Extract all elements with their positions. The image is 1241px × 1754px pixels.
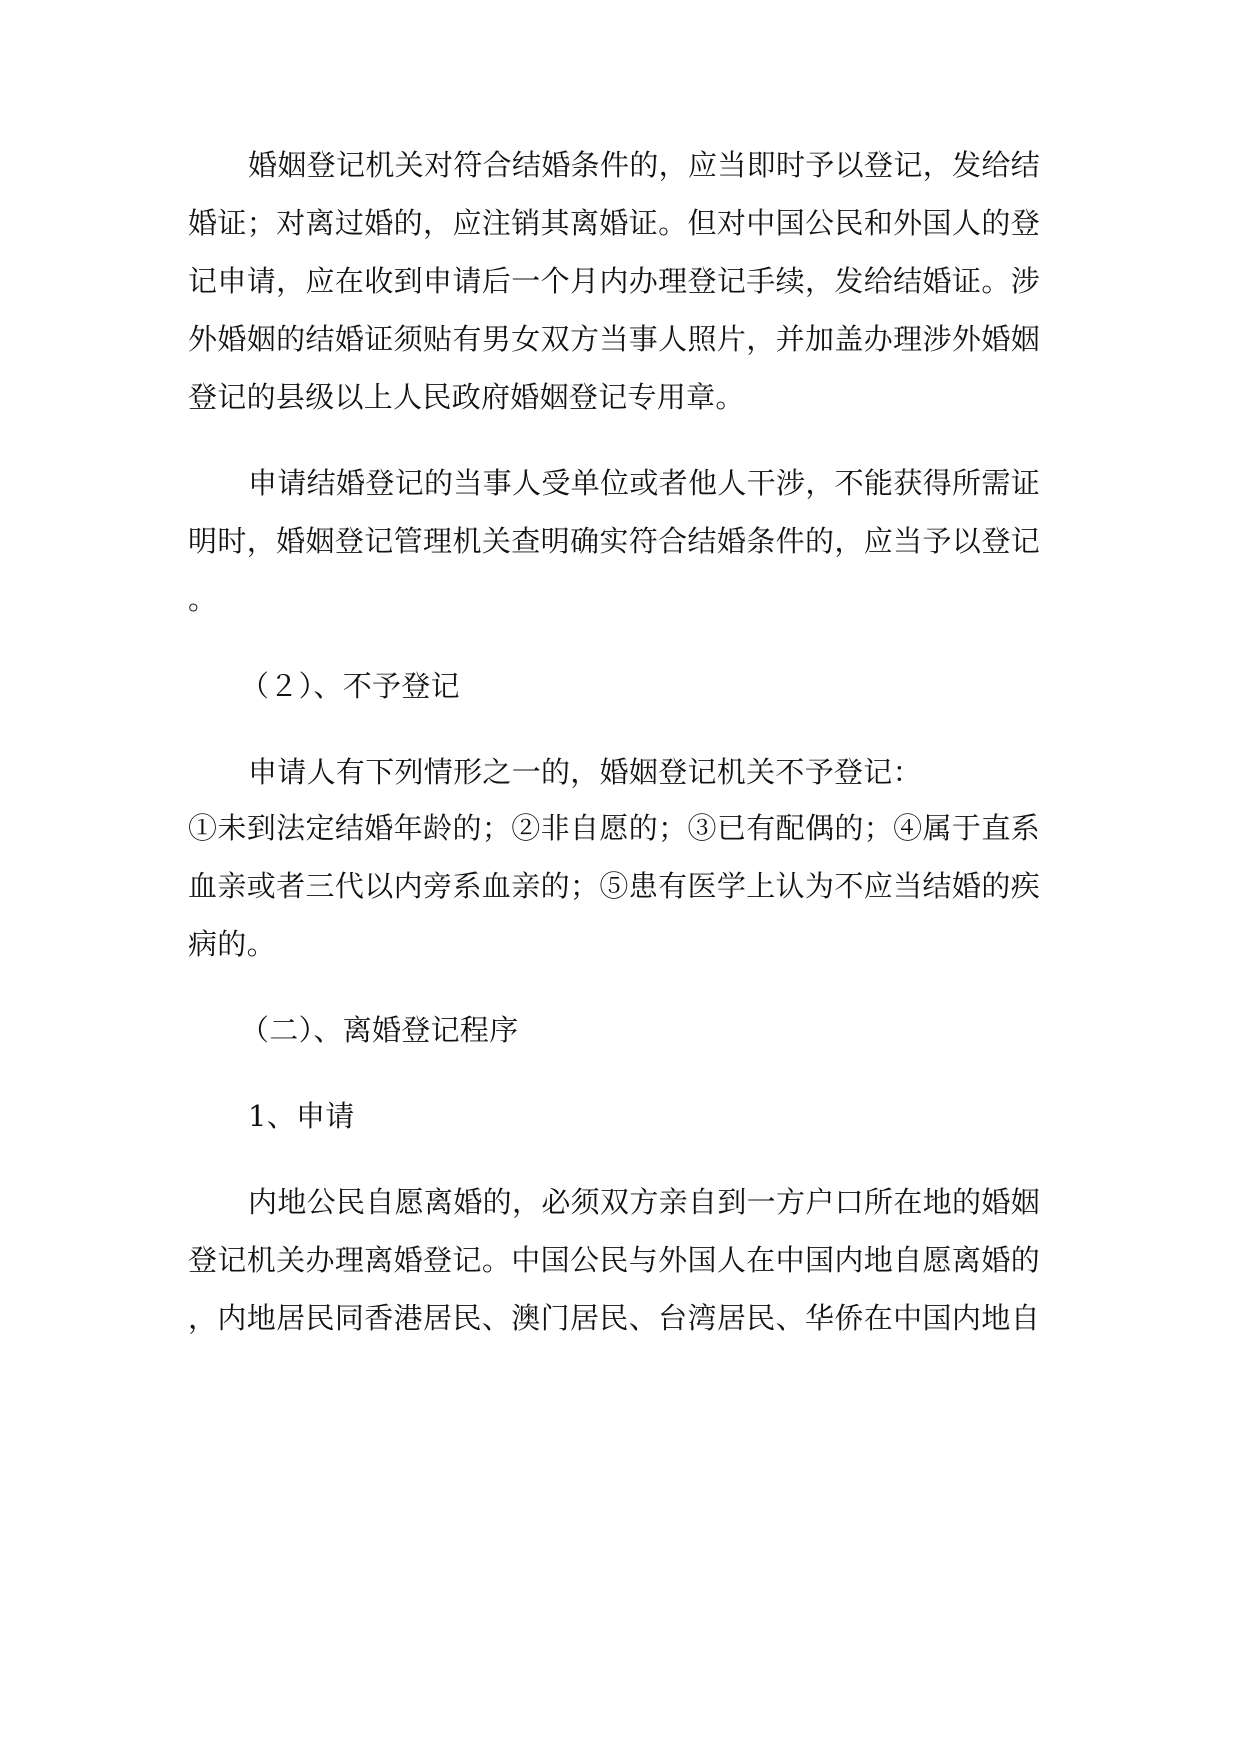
text-line: 申请人有下列情形之一的，婚姻登记机关不予登记： bbox=[248, 755, 922, 789]
text-line: 申请结婚登记的当事人受单位或者他人干涉，不能获得所需证 bbox=[248, 466, 1040, 500]
text-line: 记申请，应在收到申请后一个月内办理登记手续，发给结婚证。涉 bbox=[188, 264, 1040, 298]
text-line: 婚姻登记机关对符合结婚条件的，应当即时予以登记，发给结 bbox=[248, 148, 1040, 182]
text-line: 婚证；对离过婚的，应注销其离婚证。但对中国公民和外国人的登 bbox=[188, 206, 1040, 240]
text-line: 血亲或者三代以内旁系血亲的；⑤患有医学上认为不应当结婚的疾 bbox=[188, 869, 1040, 903]
section-heading-application: 1、申请 bbox=[248, 1099, 355, 1133]
section-heading-divorce-procedure: （二）、离婚登记程序 bbox=[240, 1013, 519, 1047]
text-line: 内地公民自愿离婚的，必须双方亲自到一方户口所在地的婚姻 bbox=[248, 1185, 1040, 1219]
text-line: 登记机关办理离婚登记。中国公民与外国人在中国内地自愿离婚的 bbox=[188, 1243, 1040, 1277]
text-line: ，内地居民同香港居民、澳门居民、台湾居民、华侨在中国内地自 bbox=[188, 1301, 1040, 1335]
text-line: 登记的县级以上人民政府婚姻登记专用章。 bbox=[188, 380, 745, 414]
text-line: 。 bbox=[188, 582, 218, 616]
section-heading-refuse-registration: （２）、不予登记 bbox=[240, 669, 460, 703]
text-line: 外婚姻的结婚证须贴有男女双方当事人照片，并加盖办理涉外婚姻 bbox=[188, 322, 1040, 356]
text-line: ①未到法定结婚年龄的；②非自愿的；③已有配偶的；④属于直系 bbox=[188, 811, 1040, 845]
text-line: 明时，婚姻登记管理机关查明确实符合结婚条件的，应当予以登记 bbox=[188, 524, 1040, 558]
text-line: 病的。 bbox=[188, 927, 276, 961]
